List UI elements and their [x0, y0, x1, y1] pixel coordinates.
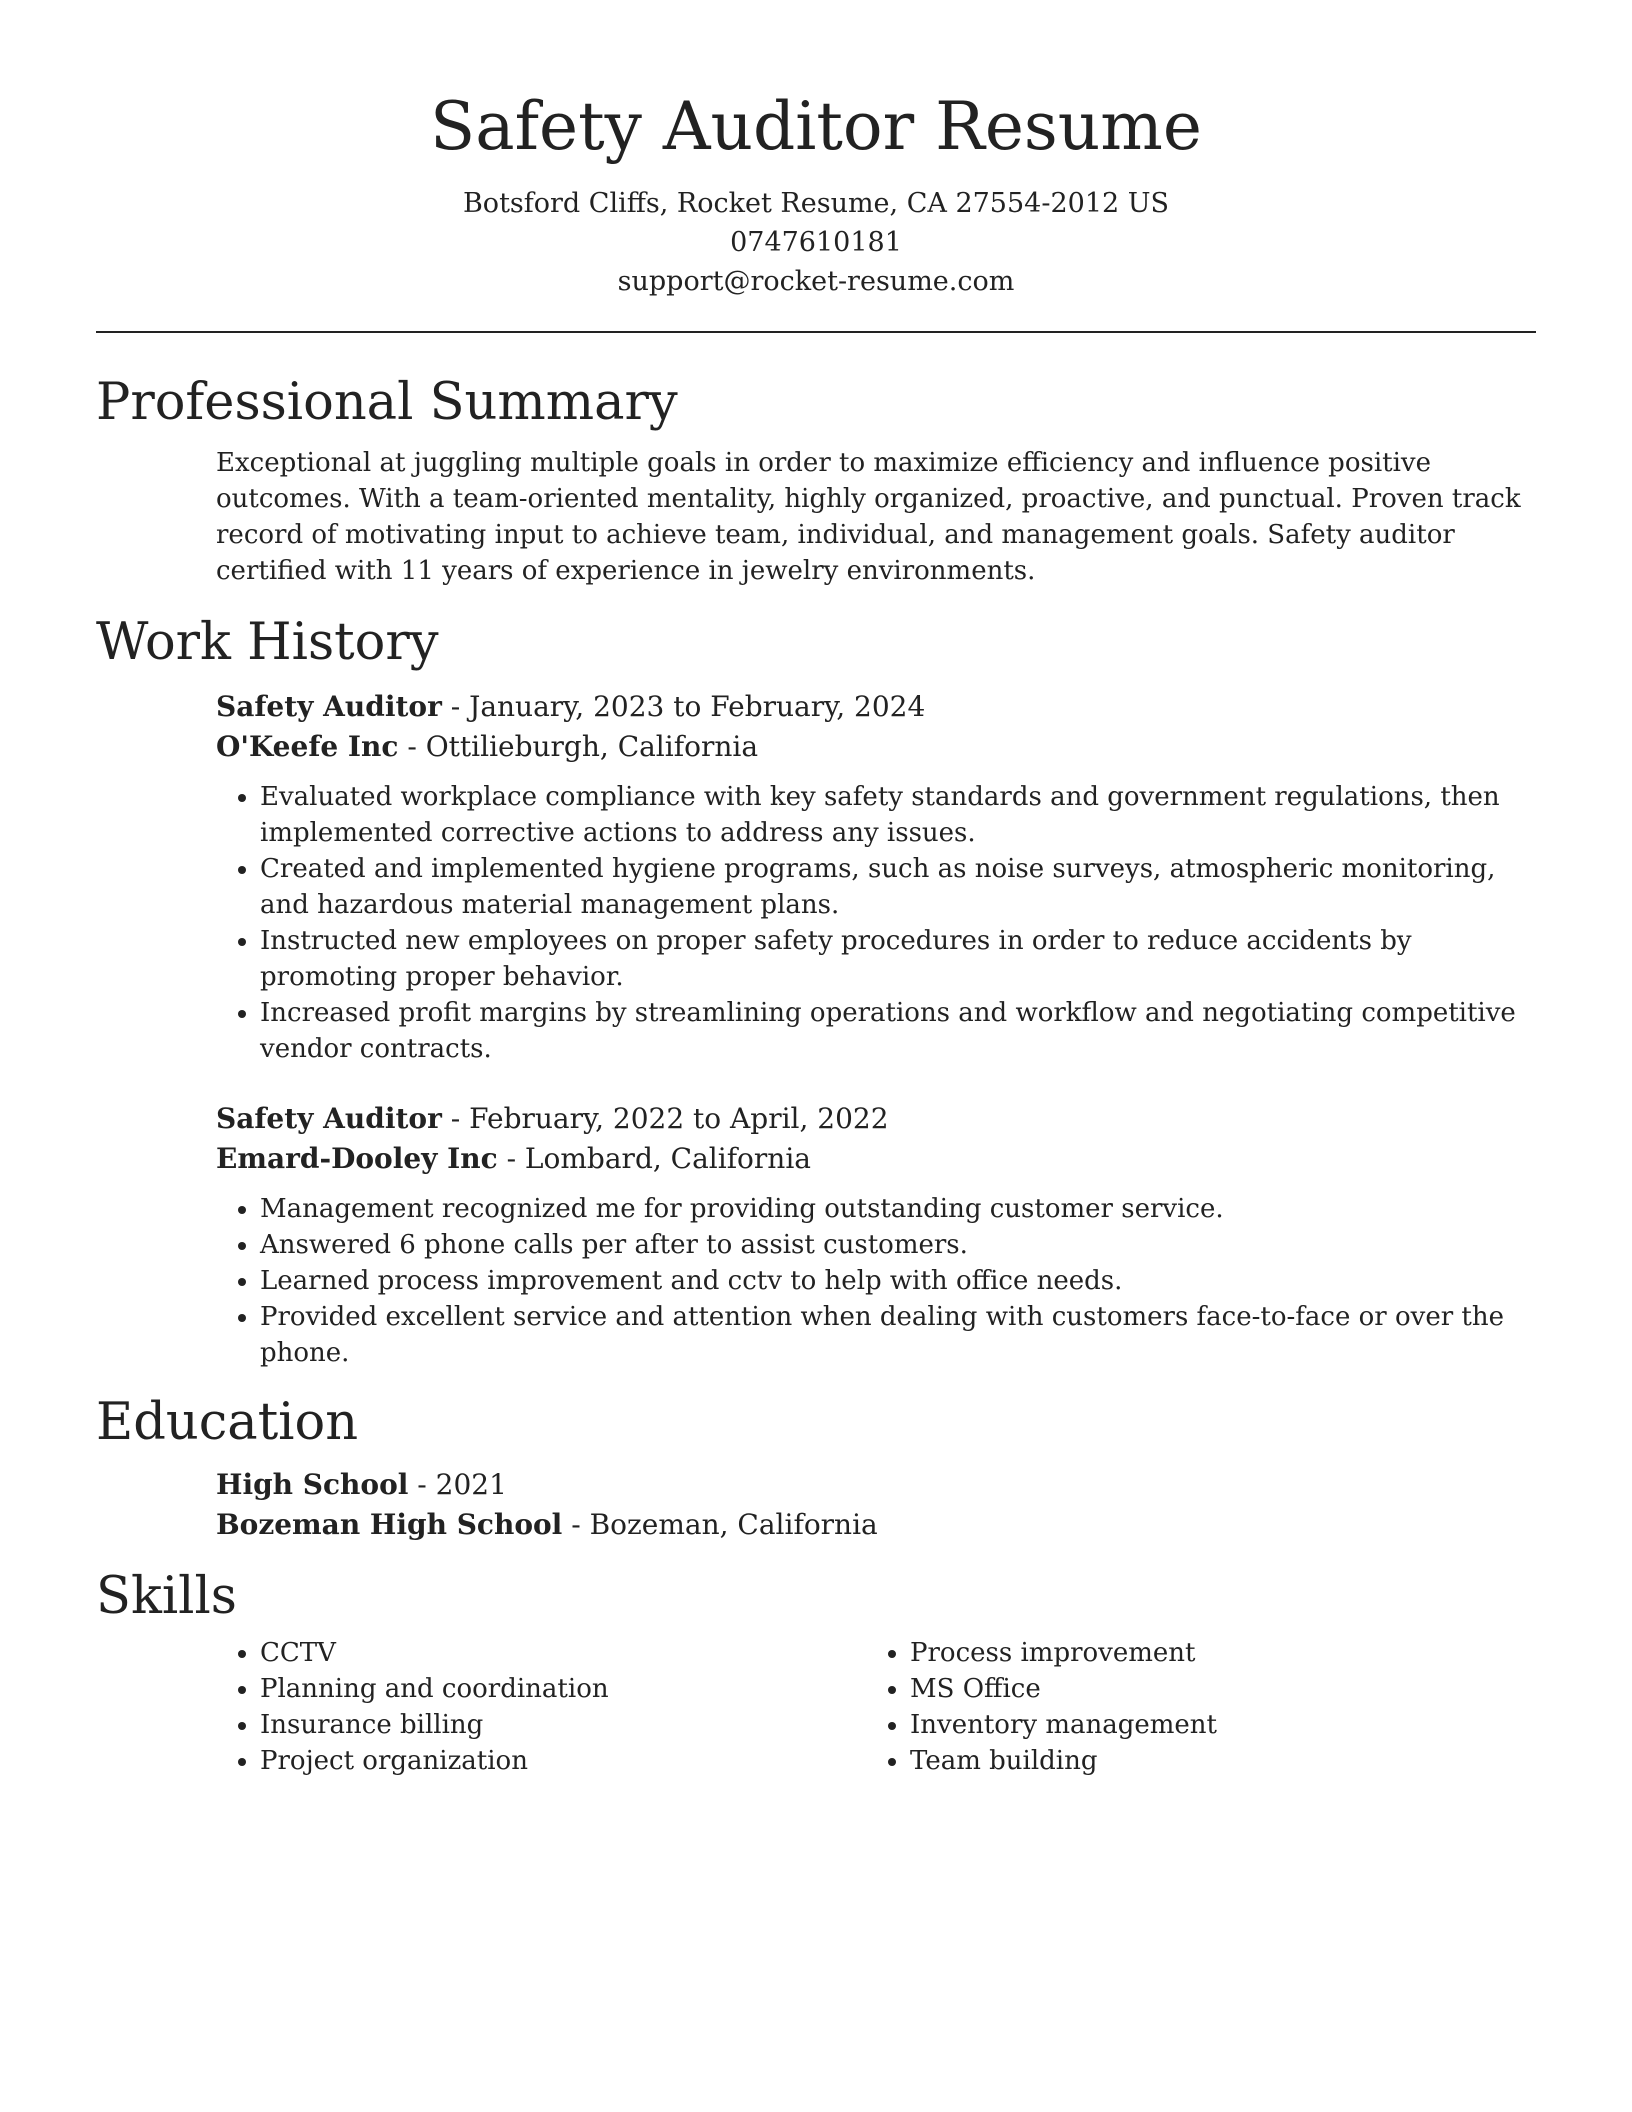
skill-item: • MS Office	[910, 1671, 1516, 1707]
job-title-line	[216, 1099, 1536, 1139]
job-company-line	[216, 727, 1536, 767]
skills-column-right	[866, 1635, 1516, 1779]
job-bullet-list	[216, 779, 1536, 1067]
job-bullet: • Provided excellent service and attention when dealing with customers face-to-face or over the phone.	[260, 1299, 1536, 1371]
skill-item: • CCTV	[260, 1635, 866, 1671]
resume-title: Safety Auditor Resume	[430, 88, 1202, 165]
contact-phone: 0747610181	[730, 227, 902, 258]
job-location: - Ottilieburgh, California	[398, 730, 759, 763]
job-dates: - February, 2022 to April, 2022	[441, 1102, 889, 1135]
education-school: Bozeman High School	[216, 1508, 563, 1541]
contact-address: Botsford Cliffs, Rocket Resume, CA 27554-2012 US	[462, 188, 1170, 219]
work-history-section	[96, 611, 1536, 1371]
job-title: Safety Auditor	[216, 1102, 442, 1135]
section-title-summary: Professional Summary	[96, 373, 678, 432]
job-bullet: • Management recognized me for providing outstanding customer service.	[260, 1191, 1536, 1227]
job-dates: - January, 2023 to February, 2024	[441, 690, 926, 723]
skill-item: • Team building	[910, 1743, 1516, 1779]
job-title: Safety Auditor	[216, 690, 442, 723]
section-title-skills: Skills	[96, 1567, 237, 1626]
summary-text: Exceptional at juggling multiple goals in order to maximize efficiency and influence positive outcomes. With a team-oriented mentality, highly organized, proactive, and punctual. Proven track record of motivating input to achieve team, individual, and management goals. Safety auditor certified with 11 years of experience in jewelry environments.	[216, 448, 1521, 586]
header-divider	[96, 331, 1536, 333]
job-bullet: • Created and implemented hygiene programs, such as noise surveys, atmospheric monitoring, and hazardous material management plans.	[260, 851, 1536, 923]
education-location: - Bozeman, California	[562, 1508, 878, 1541]
education-school-line	[216, 1505, 1536, 1545]
skill-item: • Insurance billing	[260, 1707, 866, 1743]
job-bullet: • Evaluated workplace compliance with key safety standards and government regulations, then implemented corrective actions to address any issues.	[260, 779, 1536, 851]
skill-item: • Inventory management	[910, 1707, 1516, 1743]
job-entry	[216, 1099, 1536, 1371]
skills-grid	[216, 1635, 1536, 1779]
professional-summary-section	[96, 371, 1536, 589]
job-company: Emard-Dooley Inc	[216, 1142, 498, 1175]
job-bullet: • Answered 6 phone calls per after to assist customers.	[260, 1227, 1536, 1263]
job-bullet: • Instructed new employees on proper safety procedures in order to reduce accidents by promoting proper behavior.	[260, 923, 1536, 995]
contact-email: support@rocket-resume.com	[617, 266, 1015, 297]
skill-item: • Project organization	[260, 1743, 866, 1779]
skill-item: • Process improvement	[910, 1635, 1516, 1671]
skill-item: • Planning and coordination	[260, 1671, 866, 1707]
education-degree: High School	[216, 1468, 409, 1501]
job-bullet-list	[216, 1191, 1536, 1371]
job-title-line	[216, 687, 1536, 727]
skills-column-left	[216, 1635, 866, 1779]
section-title-work-history: Work History	[96, 613, 439, 672]
job-company-line	[216, 1139, 1536, 1179]
job-bullet: • Learned process improvement and cctv to help with office needs.	[260, 1263, 1536, 1299]
job-company: O'Keefe Inc	[216, 730, 399, 763]
education-section	[96, 1391, 1536, 1545]
education-degree-line	[216, 1465, 1536, 1505]
resume-header	[96, 0, 1536, 301]
job-bullet: • Increased profit margins by streamlining operations and workflow and negotiating competitive vendor contracts.	[260, 995, 1536, 1067]
education-year: - 2021	[408, 1468, 507, 1501]
section-title-education: Education	[96, 1393, 359, 1452]
job-location: - Lombard, California	[497, 1142, 811, 1175]
contact-block	[96, 184, 1536, 301]
job-entry	[216, 687, 1536, 1067]
skills-section	[96, 1565, 1536, 1779]
